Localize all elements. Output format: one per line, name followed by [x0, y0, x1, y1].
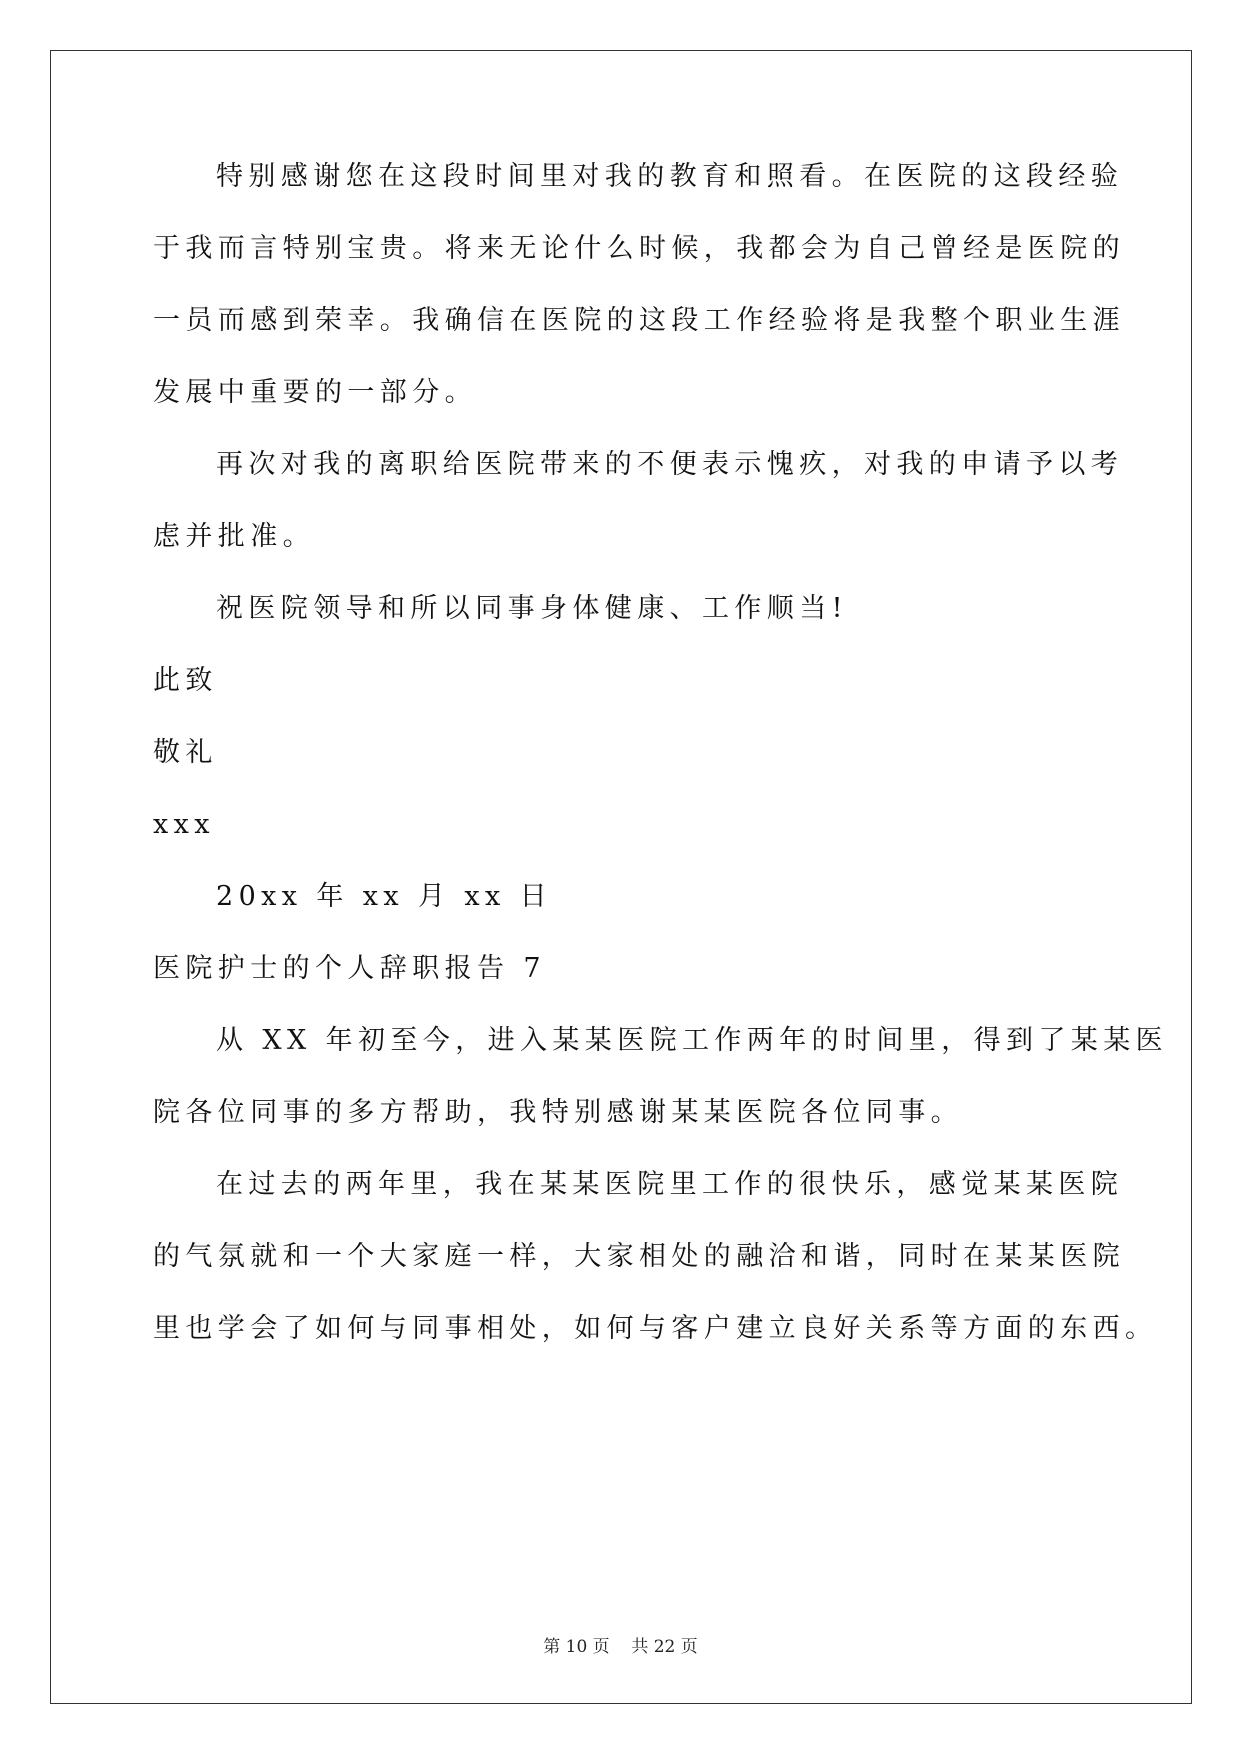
page-number: 第 10 页: [543, 1637, 610, 1657]
paragraph-line: 里也学会了如何与同事相处，如何与客户建立良好关系等方面的东西。: [153, 1313, 1158, 1344]
paragraph-line: 发展中重要的一部分。: [153, 377, 477, 408]
paragraph-line: 在过去的两年里，我在某某医院里工作的很快乐，感觉某某医院: [216, 1169, 1124, 1200]
paragraph-line: 于我而言特别宝贵。将来无论什么时候，我都会为自己曾经是医院的: [153, 233, 1125, 264]
paragraph-line: 一员而感到荣幸。我确信在医院的这段工作经验将是我整个职业生涯: [153, 305, 1125, 336]
paragraph-line: 特别感谢您在这段时间里对我的教育和照看。在医院的这段经验: [216, 161, 1124, 192]
page-total: 共 22 页: [631, 1637, 698, 1657]
signature-line: xxx: [153, 809, 215, 840]
paragraph-line: 院各位同事的多方帮助，我特别感谢某某医院各位同事。: [153, 1097, 963, 1128]
paragraph-line: 从 XX 年初至今，进入某某医院工作两年的时间里，得到了某某医: [216, 1025, 1169, 1056]
footer-spacer: [610, 1637, 632, 1657]
paragraph-line: 虑并批准。: [153, 521, 315, 552]
paragraph-line: 再次对我的离职给医院带来的不便表示愧疚，对我的申请予以考: [216, 449, 1124, 480]
section-heading: 医院护士的个人辞职报告 7: [153, 953, 546, 984]
date-line: 20xx 年 xx 月 xx 日: [216, 881, 553, 912]
page-border: [50, 50, 1192, 1704]
salutation-line: 敬礼: [153, 737, 218, 768]
salutation-line: 此致: [153, 665, 218, 696]
paragraph-line: 祝医院领导和所以同事身体健康、工作顺当!: [216, 593, 848, 624]
paragraph-line: 的气氛就和一个大家庭一样，大家相处的融洽和谐，同时在某某医院: [153, 1241, 1125, 1272]
page-footer: [0, 1632, 1241, 1657]
